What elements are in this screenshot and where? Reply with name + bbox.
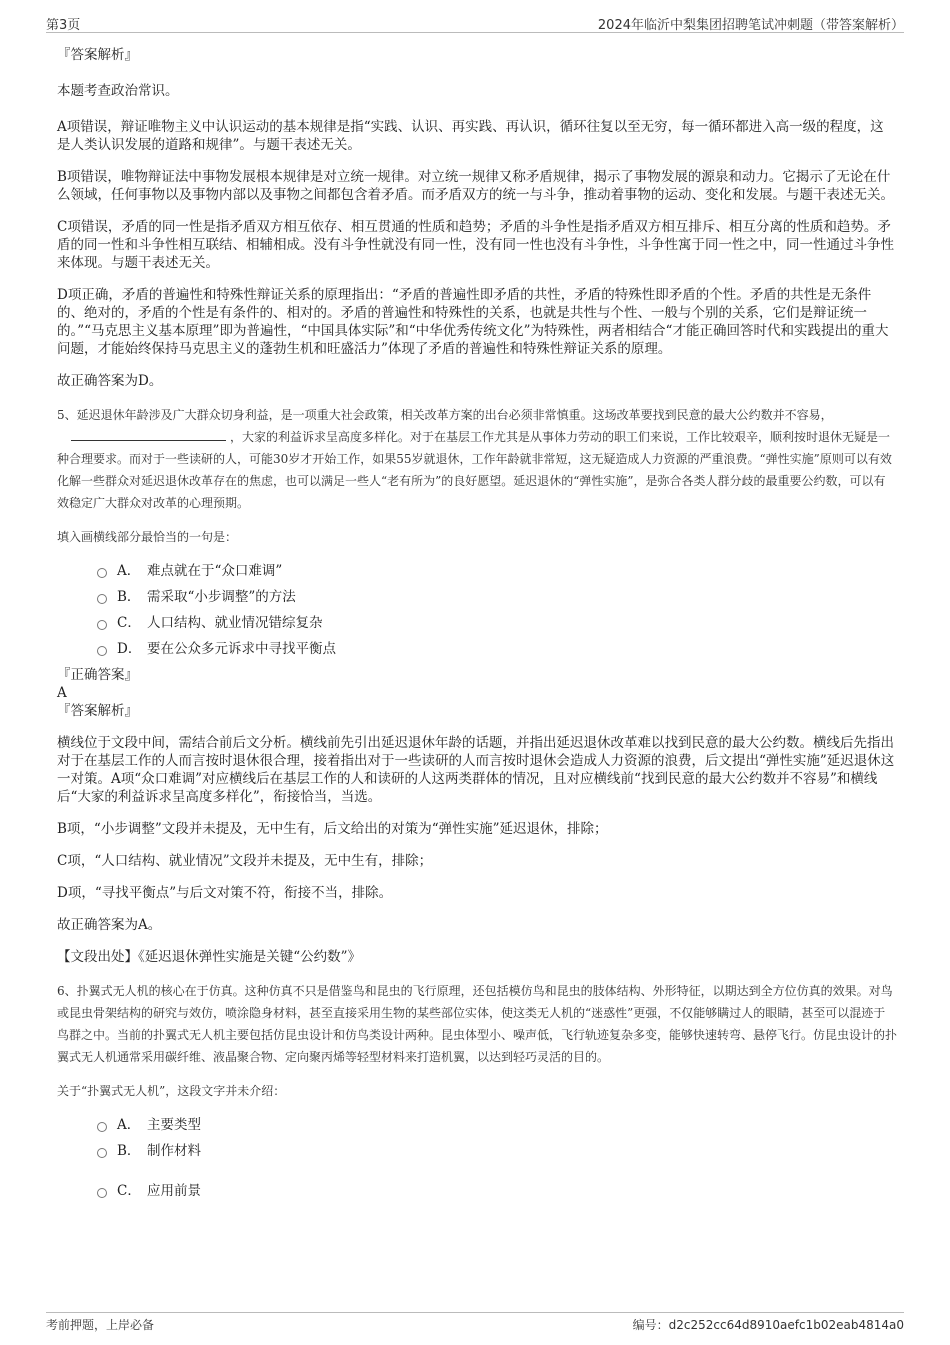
option-letter: D． — [117, 641, 142, 657]
option-letter: C． — [117, 1183, 141, 1199]
q4-analysis-label: 『答案解析』 — [57, 47, 138, 63]
option-text: 需采取“小步调整”的方法 — [147, 589, 296, 605]
option-letter: B． — [117, 589, 141, 605]
q5-option-d[interactable] — [97, 640, 897, 658]
page-footer — [46, 1312, 904, 1333]
radio-icon[interactable] — [97, 1148, 107, 1158]
q6-stem: 6、扑翼式无人机的核心在于仿真。这种仿真不只是借鉴鸟和昆虫的飞行原理，还包括模仿鸟和昆虫的肢体结构、外形特征，以期达到全方位仿真的效果。对鸟或昆虫骨架结构的研究与效仿，喷涂隐身材料，甚至直接采用生物的某些部位实体，使这类无人机的“迷惑性”更强，不仅能够瞒过人的眼睛，甚至可以混迹于鸟群之中。当前的扑翼式无人机主要包括仿昆虫设计和仿鸟类设计两种。昆虫体型小、噪声低，飞行轨迹复杂多变，能够快速转弯、悬停飞行。仿昆虫设计的扑翼式无人机通常采用碳纤维、液晶聚合物、定向聚丙烯等轻型材料来打造机翼，以达到轻巧灵活的目的。 — [57, 984, 898, 1064]
q6-options — [57, 1116, 897, 1200]
q5-stem-part2: ，大家的利益诉求呈高度多样化。对于在基层工作尤其是从事体力劳动的职工们来说，工作比较艰辛，顺利按时退休无疑是一种合理要求。而对于一些读研的人，可能30岁才开始工作，如果55岁就退休，工作年龄就非常短，这无疑造成人力资源的严重浪费。“弹性实施”原则可以有效化解一些群众对延迟退休改革存在的焦虑，也可以满足一些人“老有所为”的良好愿望。延迟退休的“弹性实施”，是弥合各类人群分歧的最重要公约数，可以有效稳定广大群众对改革的心理预期。 — [57, 430, 892, 510]
footer-slogan: 考前押题，上岸必备 — [46, 1318, 155, 1332]
q5-analysis-p1: 横线位于文段中间，需结合前后文分析。横线前先引出延迟退休年龄的话题，并指出延迟退休改革难以找到民意的最大公约数。横线后先指出对于在基层工作的人而言按时退休很合理，接着指出对于一些读研的人而言按时退休会造成人力资源的浪费，后文提出“弹性实施”延迟退休这一对策。A项“众口难调”对应横线后在基层工作的人和读研的人这两类群体的情况，且对应横线前“找到民意的最大公约数并不容易”和横线后“大家的利益诉求呈高度多样化”，衔接恰当，当选。 — [57, 735, 895, 805]
q5-analysis-p3: C项，“人口结构、就业情况”文段并未提及，无中生有，排除； — [57, 853, 433, 869]
option-text: 人口结构、就业情况错综复杂 — [147, 615, 323, 631]
q5-analysis-p4: D项，“寻找平衡点”与后文对策不符，衔接不当，排除。 — [57, 885, 393, 901]
document-body — [57, 46, 897, 1208]
q6-option-c[interactable] — [97, 1182, 897, 1200]
option-letter: C． — [117, 615, 141, 631]
option-letter: A． — [117, 563, 141, 579]
q4-analysis-p1: 本题考查政治常识。 — [57, 83, 179, 99]
option-text: 制作材料 — [147, 1143, 201, 1159]
page-header — [46, 12, 904, 33]
q5-option-c[interactable] — [97, 614, 897, 632]
option-letter: B． — [117, 1143, 141, 1159]
radio-icon[interactable] — [97, 594, 107, 604]
radio-icon[interactable] — [97, 620, 107, 630]
radio-icon[interactable] — [97, 1122, 107, 1132]
q4-analysis-p3: B项错误，唯物辩证法中事物发展根本规律是对立统一规律。对立统一规律又称矛盾规律，揭示了事物发展的源泉和动力。它揭示了无论在什么领域，任何事物以及事物内部以及事物之间都包含着矛盾。而矛盾双方的统一与斗争，推动着事物的运动、变化和发展。与题干表述无关。 — [57, 169, 894, 203]
q5-stem-part1: 5、延迟退休年龄涉及广大群众切身利益，是一项重大社会政策，相关改革方案的出台必须非常慎重。这场改革要找到民意的最大公约数并不容易， — [57, 408, 833, 422]
q6-option-b[interactable] — [97, 1142, 897, 1160]
document-id: 编号：d2c252cc64d8910aefc1b02eab4814a0 — [632, 1318, 904, 1332]
q6-option-a[interactable] — [97, 1116, 897, 1134]
q5-analysis-label: 『答案解析』 — [57, 703, 138, 719]
q4-analysis-p5: D项正确，矛盾的普遍性和特殊性辩证关系的原理指出：“矛盾的普遍性即矛盾的共性，矛盾的特殊性即矛盾的个性。矛盾的共性是无条件的、绝对的，矛盾的个性是有条件的、相对的。矛盾的普遍性和特殊性的关系，也就是共性与个性、一般与个别的关系，它们是辩证统一的。”“马克思主义基本原理”即为普遍性，“中国具体实际”和“中华优秀传统文化”为特殊性，两者相结合“才能正确回答时代和实践提出的重大问题，才能始终保持马克思主义的蓬勃生机和旺盛活力”体现了矛盾的普遍性和特殊性辩证关系的原理。 — [57, 287, 889, 357]
option-text: 应用前景 — [147, 1183, 201, 1199]
q4-analysis-p4: C项错误，矛盾的同一性是指矛盾双方相互依存、相互贯通的性质和趋势；矛盾的斗争性是指矛盾双方相互排斥、相互分离的性质和趋势。矛盾的同一性和斗争性相互联结、相辅相成。没有斗争性就没有同一性，没有同一性也没有斗争性，斗争性寓于同一性之中，同一性通过斗争性来体现。与题干表述无关。 — [57, 219, 894, 271]
q6-prompt: 关于“扑翼式无人机”，这段文字并未介绍： — [57, 1084, 286, 1098]
q5-prompt: 填入画横线部分最恰当的一句是： — [57, 530, 238, 544]
q5-answer-label: 『正确答案』 — [57, 667, 138, 683]
radio-icon[interactable] — [97, 568, 107, 578]
document-title: 2024年临沂中梨集团招聘笔试冲刺题（带答案解析） — [597, 18, 904, 33]
q4-analysis-p2: A项错误，辩证唯物主义中认识运动的基本规律是指“实践、认识、再实践、再认识，循环往复以至无穷，每一循环都进入高一级的程度，这是人类认识发展的道路和规律”。与题干表述无关。 — [57, 119, 884, 153]
q5-option-b[interactable] — [97, 588, 897, 606]
q5-answer-line: 故正确答案为A。 — [57, 917, 162, 933]
q5-analysis-p2: B项，“小步调整”文段并未提及，无中生有，后文给出的对策为“弹性实施”延迟退休，排除； — [57, 821, 608, 837]
option-text: 要在公众多元诉求中寻找平衡点 — [147, 641, 336, 657]
q5-options — [57, 562, 897, 658]
q5-stem — [57, 404, 897, 514]
q5-answer: A — [57, 685, 67, 701]
option-letter: A． — [117, 1117, 141, 1133]
fill-blank-line — [71, 428, 226, 441]
option-text: 难点就在于“众口难调” — [147, 563, 283, 579]
page-number: 第3页 — [46, 18, 81, 33]
q5-source: 【文段出处】《延迟退休弹性实施是关键“公约数”》 — [57, 949, 362, 965]
radio-icon[interactable] — [97, 646, 107, 656]
q4-answer-line: 故正确答案为D。 — [57, 373, 163, 389]
option-text: 主要类型 — [147, 1117, 201, 1133]
q5-option-a[interactable] — [97, 562, 897, 580]
radio-icon[interactable] — [97, 1188, 107, 1198]
